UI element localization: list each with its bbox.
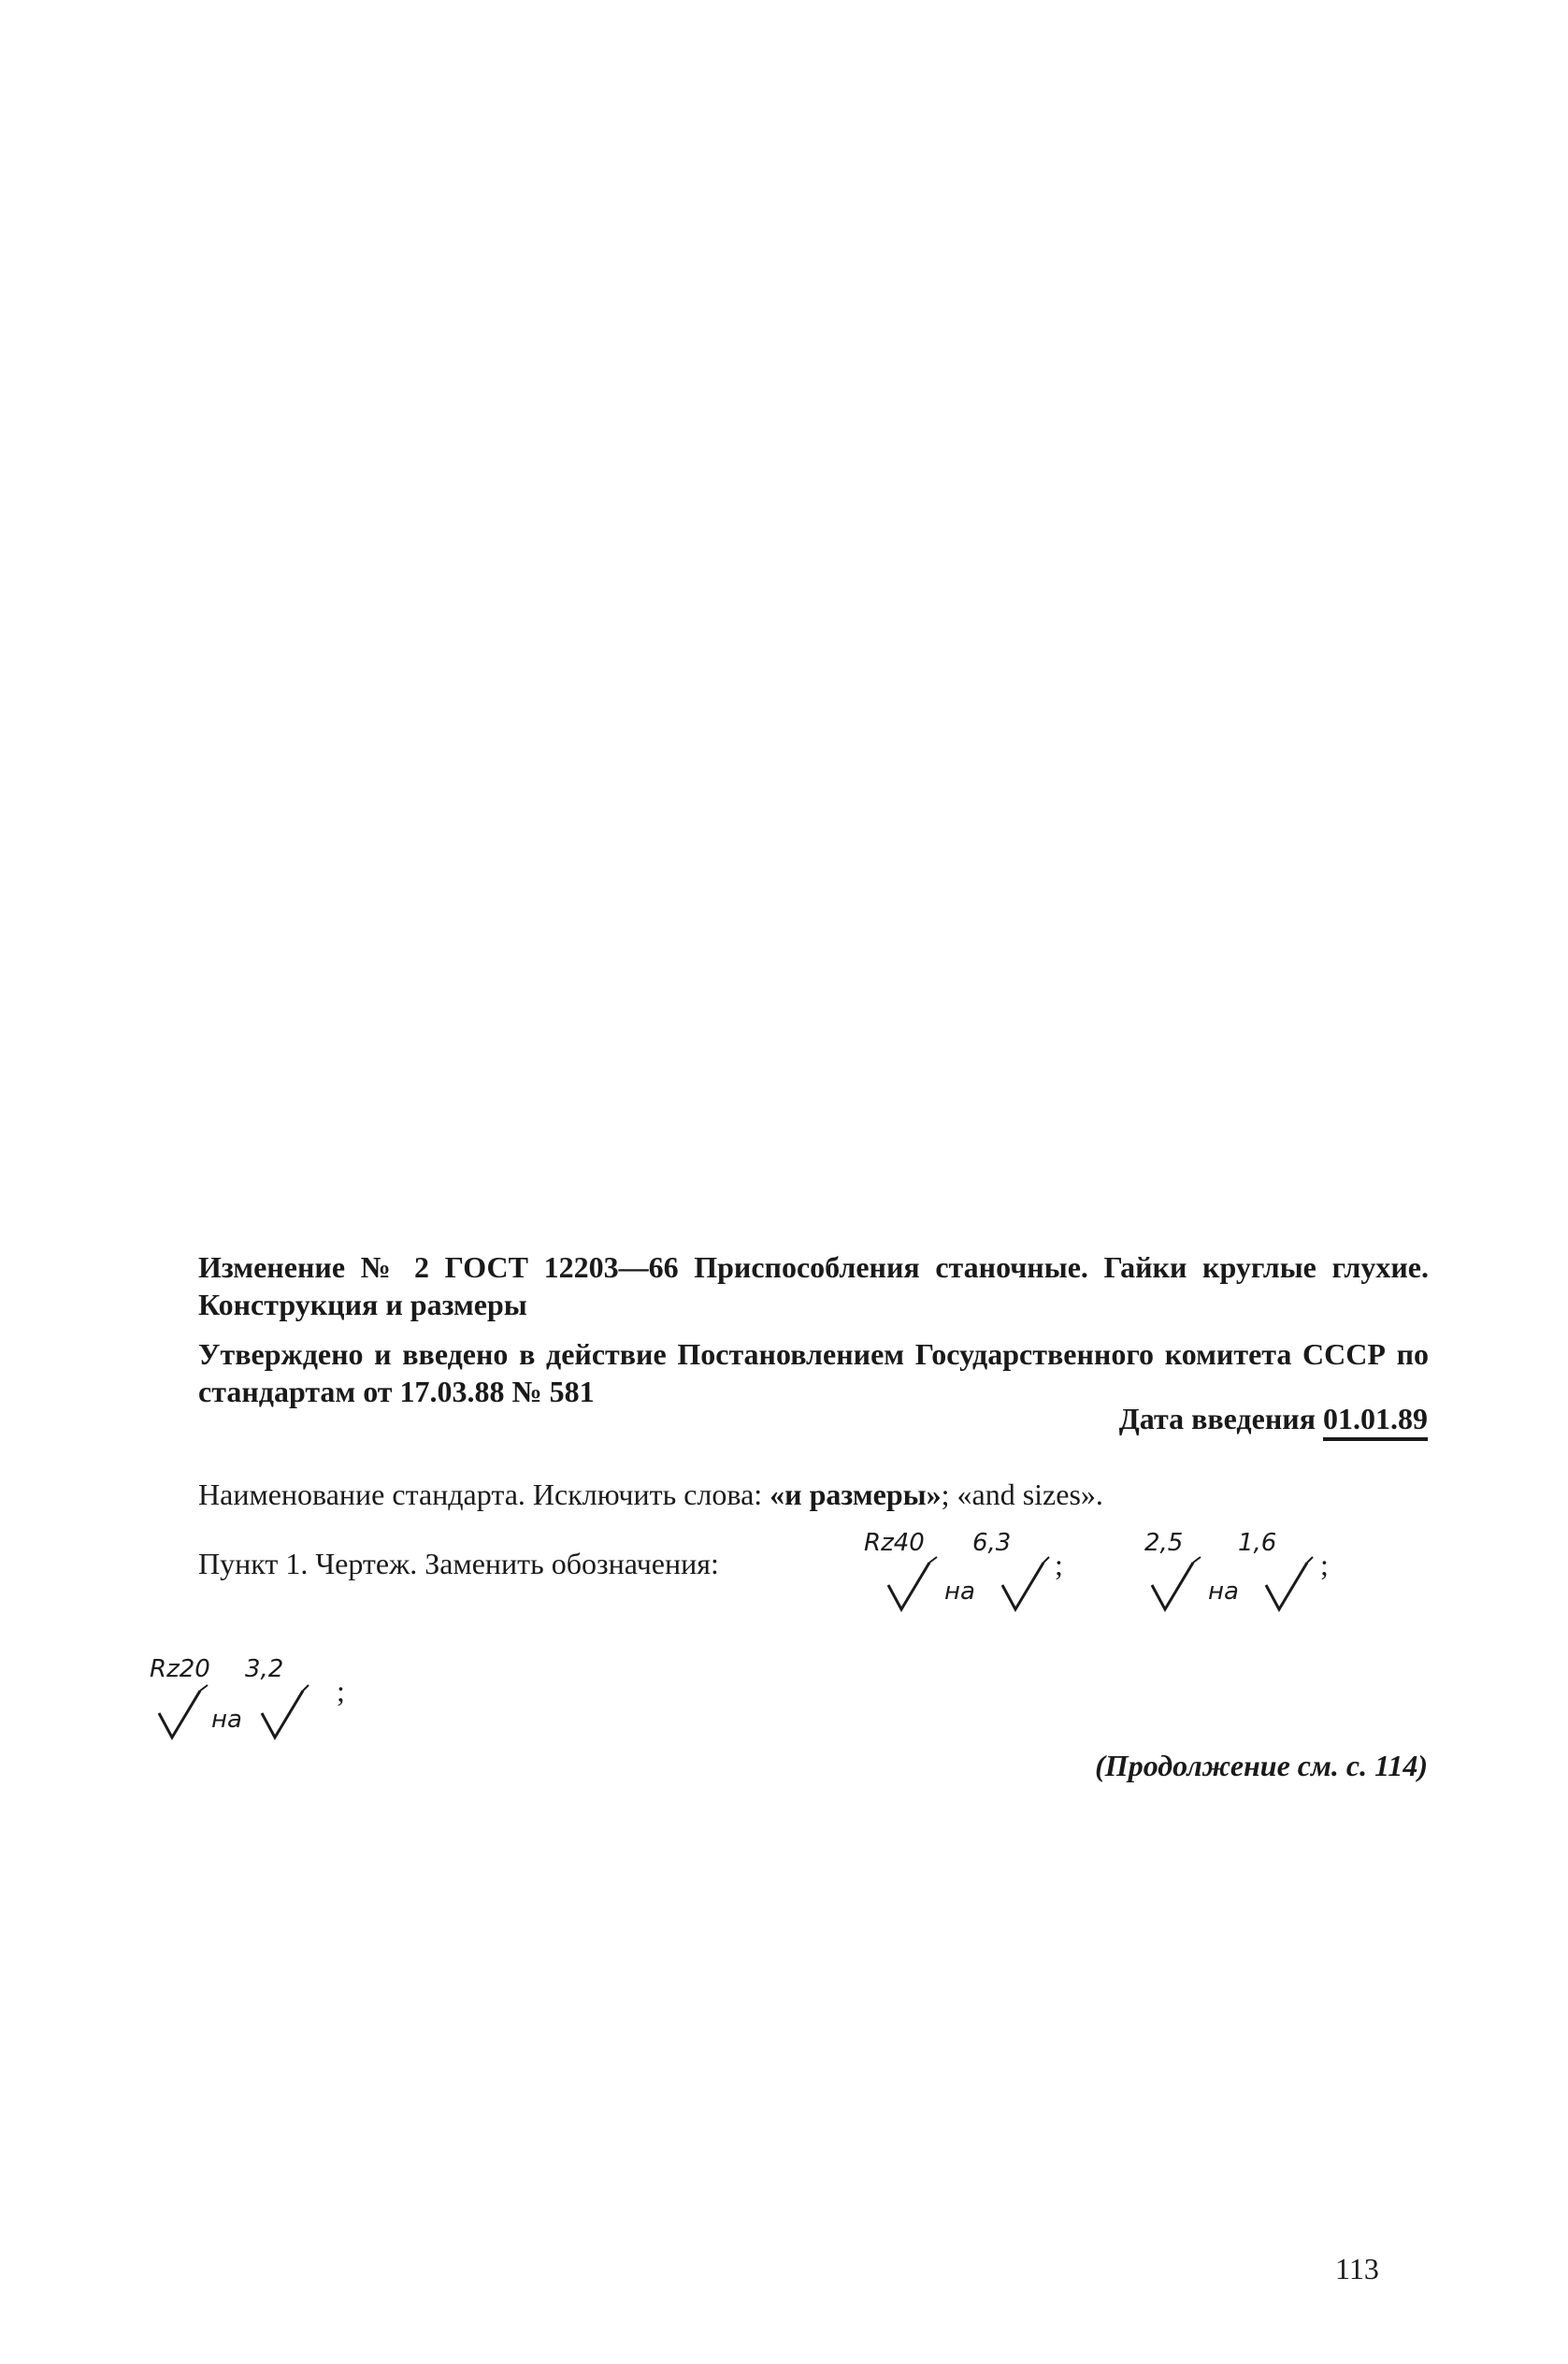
separator-1: ; xyxy=(1055,1548,1063,1581)
roughness-to-2: 1,6 xyxy=(1238,1529,1277,1557)
roughness-check-icon xyxy=(1133,1529,1320,1622)
amendment-title: Изменение № 2 ГОСТ 12203—66 Приспособления станочные. Гайки круглые глухие. Конструкция и размеры xyxy=(198,1250,1429,1321)
paragraph-drawing: Пункт 1. Чертеж. Заменить обозначения: xyxy=(198,1547,719,1580)
roughness-from-3: Rz20 xyxy=(150,1655,210,1683)
effective-date-label: Дата введения xyxy=(1118,1402,1316,1435)
roughness-replacement-2 xyxy=(1133,1529,1320,1622)
effective-date-value: 01.01.89 xyxy=(1323,1402,1428,1441)
approval-statement: Утверждено и введено в действие Постановлением Государственного комитета СССР по стандартам от 17.03.88 № 581 xyxy=(198,1337,1429,1408)
roughness-joiner-2: на xyxy=(1208,1578,1239,1606)
page-number: 113 xyxy=(1335,2252,1379,2285)
separator-2: ; xyxy=(1320,1548,1329,1581)
roughness-to-1: 6,3 xyxy=(972,1529,1012,1557)
effective-date xyxy=(1119,1400,1428,1437)
continued-note: (Продолжение см. с. 114) xyxy=(1095,1749,1428,1782)
roughness-from-1: Rz40 xyxy=(864,1529,925,1557)
paragraph-standard-name xyxy=(198,1476,1103,1513)
roughness-replacement-3 xyxy=(140,1655,337,1749)
roughness-to-3: 3,2 xyxy=(245,1655,284,1683)
roughness-replacement-1 xyxy=(862,1529,1058,1622)
paragraph-standard-name-start: Наименование стандарта. Исключить слова: xyxy=(198,1478,770,1511)
roughness-check-icon xyxy=(140,1655,337,1749)
separator-3: ; xyxy=(337,1674,345,1708)
roughness-joiner-1: на xyxy=(944,1578,975,1606)
roughness-from-2: 2,5 xyxy=(1144,1529,1184,1557)
roughness-check-icon xyxy=(862,1529,1058,1622)
paragraph-standard-name-bold: «и размеры» xyxy=(770,1478,942,1511)
roughness-joiner-3: на xyxy=(211,1706,242,1734)
paragraph-standard-name-end: ; «and sizes». xyxy=(941,1478,1103,1511)
